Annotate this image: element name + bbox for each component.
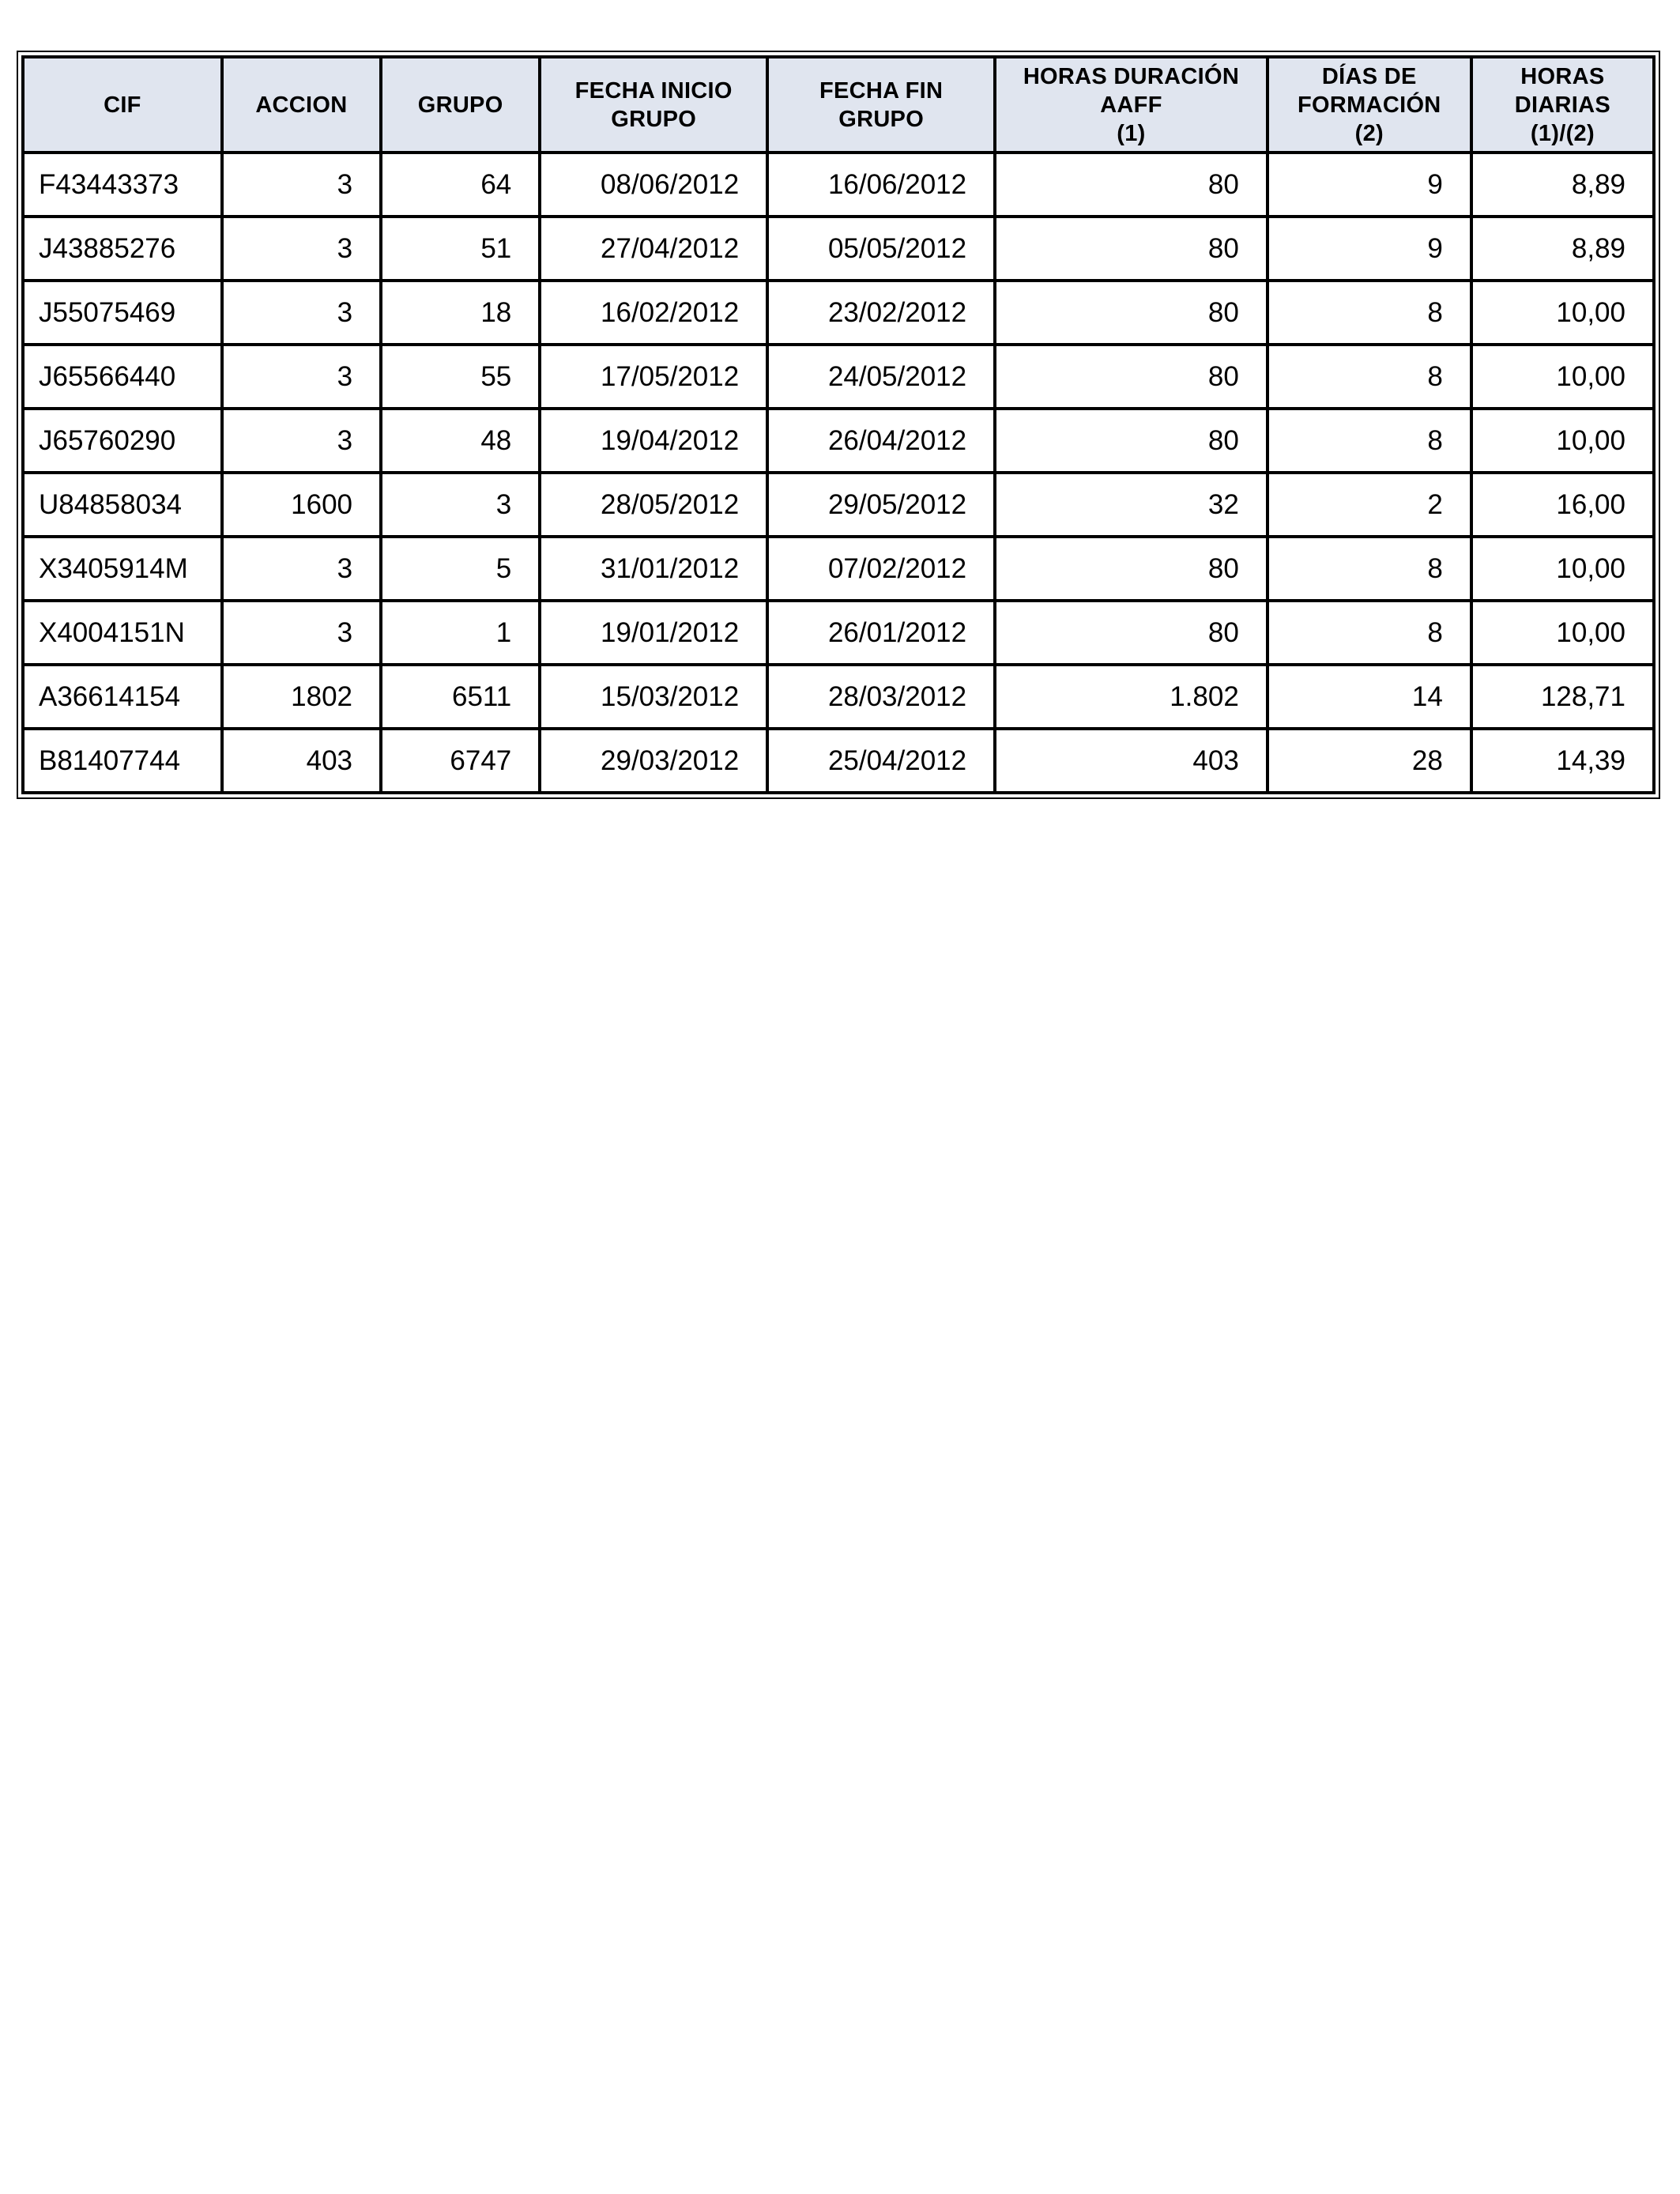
cell-horas-duracion: 80 bbox=[995, 345, 1268, 409]
cell-fecha-inicio: 19/01/2012 bbox=[540, 601, 767, 665]
cell-dias-formacion: 9 bbox=[1268, 217, 1471, 281]
header-horas-duracion-aaff: HORAS DURACIÓN AAFF (1) bbox=[995, 57, 1268, 153]
cell-fecha-inicio: 29/03/2012 bbox=[540, 729, 767, 793]
cell-grupo: 1 bbox=[381, 601, 540, 665]
cell-fecha-inicio: 19/04/2012 bbox=[540, 409, 767, 473]
cell-grupo: 51 bbox=[381, 217, 540, 281]
cell-cif: J65760290 bbox=[23, 409, 222, 473]
table-row bbox=[23, 729, 1654, 793]
cell-horas-duracion: 80 bbox=[995, 281, 1268, 345]
cell-accion: 3 bbox=[222, 217, 381, 281]
cell-horas-diarias: 10,00 bbox=[1471, 601, 1654, 665]
cell-fecha-inicio: 16/02/2012 bbox=[540, 281, 767, 345]
table-row bbox=[23, 345, 1654, 409]
table-row bbox=[23, 217, 1654, 281]
cell-horas-diarias: 8,89 bbox=[1471, 217, 1654, 281]
cell-horas-duracion: 80 bbox=[995, 217, 1268, 281]
cell-cif: A36614154 bbox=[23, 665, 222, 729]
cell-grupo: 18 bbox=[381, 281, 540, 345]
cell-accion: 3 bbox=[222, 409, 381, 473]
cell-accion: 1802 bbox=[222, 665, 381, 729]
table-row bbox=[23, 537, 1654, 601]
header-fecha-fin-grupo: FECHA FIN GRUPO bbox=[767, 57, 995, 153]
cell-fecha-fin: 29/05/2012 bbox=[767, 473, 995, 537]
header-horas-diarias: HORAS DIARIAS (1)/(2) bbox=[1471, 57, 1654, 153]
cell-horas-duracion: 1.802 bbox=[995, 665, 1268, 729]
cell-horas-duracion: 403 bbox=[995, 729, 1268, 793]
cell-cif: J55075469 bbox=[23, 281, 222, 345]
header-row bbox=[23, 57, 1654, 153]
cell-grupo: 6747 bbox=[381, 729, 540, 793]
cell-grupo: 48 bbox=[381, 409, 540, 473]
cell-accion: 3 bbox=[222, 537, 381, 601]
header-fecha-inicio-grupo: FECHA INICIO GRUPO bbox=[540, 57, 767, 153]
cell-dias-formacion: 9 bbox=[1268, 153, 1471, 217]
header-grupo: GRUPO bbox=[381, 57, 540, 153]
cell-dias-formacion: 28 bbox=[1268, 729, 1471, 793]
cell-grupo: 64 bbox=[381, 153, 540, 217]
cell-grupo: 55 bbox=[381, 345, 540, 409]
cell-dias-formacion: 14 bbox=[1268, 665, 1471, 729]
cell-cif: J65566440 bbox=[23, 345, 222, 409]
cell-fecha-fin: 25/04/2012 bbox=[767, 729, 995, 793]
cell-dias-formacion: 8 bbox=[1268, 601, 1471, 665]
cell-fecha-inicio: 31/01/2012 bbox=[540, 537, 767, 601]
cell-horas-diarias: 10,00 bbox=[1471, 281, 1654, 345]
cell-fecha-inicio: 15/03/2012 bbox=[540, 665, 767, 729]
cell-accion: 3 bbox=[222, 601, 381, 665]
training-groups-table bbox=[21, 55, 1656, 794]
cell-horas-diarias: 16,00 bbox=[1471, 473, 1654, 537]
cell-dias-formacion: 8 bbox=[1268, 345, 1471, 409]
cell-accion: 403 bbox=[222, 729, 381, 793]
cell-dias-formacion: 8 bbox=[1268, 537, 1471, 601]
cell-horas-duracion: 32 bbox=[995, 473, 1268, 537]
table-row bbox=[23, 153, 1654, 217]
header-cif: CIF bbox=[23, 57, 222, 153]
cell-fecha-inicio: 17/05/2012 bbox=[540, 345, 767, 409]
cell-dias-formacion: 2 bbox=[1268, 473, 1471, 537]
header-dias-de-formacion: DÍAS DE FORMACIÓN (2) bbox=[1268, 57, 1471, 153]
cell-cif: B81407744 bbox=[23, 729, 222, 793]
cell-fecha-fin: 26/01/2012 bbox=[767, 601, 995, 665]
cell-accion: 3 bbox=[222, 345, 381, 409]
table-row bbox=[23, 281, 1654, 345]
cell-dias-formacion: 8 bbox=[1268, 281, 1471, 345]
table-row bbox=[23, 601, 1654, 665]
cell-cif: F43443373 bbox=[23, 153, 222, 217]
cell-accion: 3 bbox=[222, 153, 381, 217]
cell-fecha-fin: 05/05/2012 bbox=[767, 217, 995, 281]
training-table-frame bbox=[17, 51, 1660, 799]
header-accion: ACCION bbox=[222, 57, 381, 153]
cell-fecha-fin: 26/04/2012 bbox=[767, 409, 995, 473]
cell-grupo: 5 bbox=[381, 537, 540, 601]
cell-cif: X4004151N bbox=[23, 601, 222, 665]
cell-grupo: 6511 bbox=[381, 665, 540, 729]
cell-horas-diarias: 128,71 bbox=[1471, 665, 1654, 729]
cell-cif: U84858034 bbox=[23, 473, 222, 537]
cell-grupo: 3 bbox=[381, 473, 540, 537]
cell-fecha-fin: 24/05/2012 bbox=[767, 345, 995, 409]
cell-fecha-fin: 28/03/2012 bbox=[767, 665, 995, 729]
cell-fecha-fin: 23/02/2012 bbox=[767, 281, 995, 345]
cell-horas-diarias: 8,89 bbox=[1471, 153, 1654, 217]
cell-cif: J43885276 bbox=[23, 217, 222, 281]
cell-accion: 1600 bbox=[222, 473, 381, 537]
cell-horas-diarias: 10,00 bbox=[1471, 409, 1654, 473]
cell-accion: 3 bbox=[222, 281, 381, 345]
cell-fecha-inicio: 08/06/2012 bbox=[540, 153, 767, 217]
cell-dias-formacion: 8 bbox=[1268, 409, 1471, 473]
cell-horas-diarias: 10,00 bbox=[1471, 537, 1654, 601]
cell-fecha-fin: 16/06/2012 bbox=[767, 153, 995, 217]
cell-horas-diarias: 14,39 bbox=[1471, 729, 1654, 793]
cell-horas-diarias: 10,00 bbox=[1471, 345, 1654, 409]
cell-cif: X3405914M bbox=[23, 537, 222, 601]
cell-horas-duracion: 80 bbox=[995, 409, 1268, 473]
cell-fecha-fin: 07/02/2012 bbox=[767, 537, 995, 601]
cell-horas-duracion: 80 bbox=[995, 601, 1268, 665]
table-row bbox=[23, 473, 1654, 537]
table-row bbox=[23, 409, 1654, 473]
cell-horas-duracion: 80 bbox=[995, 153, 1268, 217]
cell-fecha-inicio: 28/05/2012 bbox=[540, 473, 767, 537]
table-row bbox=[23, 665, 1654, 729]
cell-horas-duracion: 80 bbox=[995, 537, 1268, 601]
cell-fecha-inicio: 27/04/2012 bbox=[540, 217, 767, 281]
